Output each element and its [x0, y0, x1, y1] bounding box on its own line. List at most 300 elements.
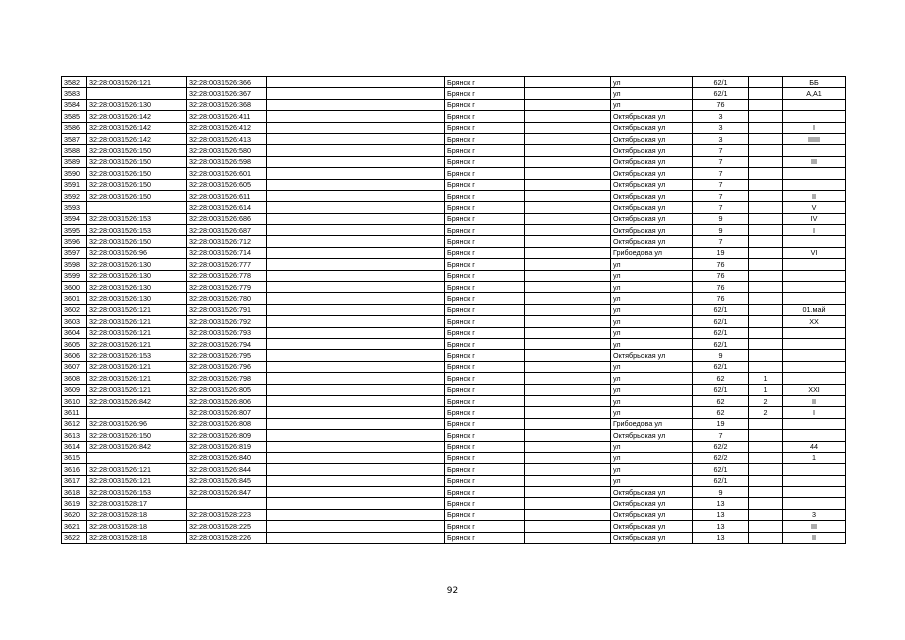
premises-cell	[783, 99, 846, 110]
blank-cell	[525, 190, 611, 201]
street-cell: Октябрьская ул	[611, 145, 693, 156]
table-row	[62, 99, 846, 110]
street-cell: Октябрьская ул	[611, 202, 693, 213]
premises-cell	[783, 361, 846, 372]
blank-cell	[267, 247, 445, 258]
street-cell: ул	[611, 304, 693, 315]
parent-cadastral-number-cell: 32:28:0031526:142	[87, 122, 187, 133]
parent-cadastral-number-cell: 32:28:0031528:17	[87, 498, 187, 509]
house-number-cell: 3	[693, 122, 749, 133]
blank-cell	[525, 225, 611, 236]
parent-cadastral-number-cell: 32:28:0031526:842	[87, 441, 187, 452]
blank-cell	[525, 77, 611, 88]
cadastral-number-cell: 32:28:0031528:223	[187, 509, 267, 520]
row-number-cell: 3617	[62, 475, 87, 486]
parent-cadastral-number-cell: 32:28:0031526:150	[87, 236, 187, 247]
blank-cell	[525, 532, 611, 543]
street-cell: ул	[611, 282, 693, 293]
row-number-cell: 3618	[62, 487, 87, 498]
house-number-cell: 13	[693, 532, 749, 543]
city-cell: Брянск г	[445, 282, 525, 293]
blank-cell	[267, 327, 445, 338]
city-cell: Брянск г	[445, 88, 525, 99]
blank-cell	[267, 338, 445, 349]
parent-cadastral-number-cell: 32:28:0031526:150	[87, 190, 187, 201]
blank-cell	[267, 487, 445, 498]
city-cell: Брянск г	[445, 202, 525, 213]
parent-cadastral-number-cell	[87, 88, 187, 99]
house-number-cell: 7	[693, 430, 749, 441]
blank-cell	[525, 327, 611, 338]
blank-cell	[525, 350, 611, 361]
house-number-cell: 76	[693, 259, 749, 270]
building-cell	[749, 282, 783, 293]
cadastral-number-cell: 32:28:0031526:686	[187, 213, 267, 224]
cadastral-number-cell: 32:28:0031526:779	[187, 282, 267, 293]
row-number-cell: 3603	[62, 316, 87, 327]
building-cell	[749, 338, 783, 349]
parent-cadastral-number-cell: 32:28:0031526:153	[87, 225, 187, 236]
house-number-cell: 62/2	[693, 441, 749, 452]
city-cell: Брянск г	[445, 213, 525, 224]
cadastral-number-cell: 32:28:0031526:798	[187, 373, 267, 384]
street-cell: Грибоедова ул	[611, 418, 693, 429]
house-number-cell: 76	[693, 270, 749, 281]
blank-cell	[267, 475, 445, 486]
row-number-cell: 3604	[62, 327, 87, 338]
row-number-cell: 3608	[62, 373, 87, 384]
city-cell: Брянск г	[445, 441, 525, 452]
row-number-cell: 3612	[62, 418, 87, 429]
premises-cell	[783, 293, 846, 304]
house-number-cell: 76	[693, 282, 749, 293]
cadastral-number-cell: 32:28:0031526:411	[187, 111, 267, 122]
house-number-cell: 62/1	[693, 304, 749, 315]
blank-cell	[525, 99, 611, 110]
parent-cadastral-number-cell: 32:28:0031526:130	[87, 259, 187, 270]
city-cell: Брянск г	[445, 407, 525, 418]
city-cell: Брянск г	[445, 464, 525, 475]
street-cell: ул	[611, 395, 693, 406]
table-row	[62, 77, 846, 88]
premises-cell	[783, 475, 846, 486]
street-cell: ул	[611, 464, 693, 475]
city-cell: Брянск г	[445, 532, 525, 543]
table-row	[62, 236, 846, 247]
table-row	[62, 213, 846, 224]
city-cell: Брянск г	[445, 225, 525, 236]
street-cell: Октябрьская ул	[611, 487, 693, 498]
row-number-cell: 3615	[62, 452, 87, 463]
house-number-cell: 19	[693, 247, 749, 258]
building-cell: 2	[749, 395, 783, 406]
blank-cell	[525, 156, 611, 167]
cadastral-number-cell: 32:28:0031526:847	[187, 487, 267, 498]
premises-cell	[783, 430, 846, 441]
row-number-cell: 3582	[62, 77, 87, 88]
city-cell: Брянск г	[445, 99, 525, 110]
table-row	[62, 316, 846, 327]
table-row	[62, 418, 846, 429]
house-number-cell: 76	[693, 293, 749, 304]
blank-cell	[525, 452, 611, 463]
premises-cell: XX	[783, 316, 846, 327]
parent-cadastral-number-cell: 32:28:0031526:150	[87, 168, 187, 179]
blank-cell	[525, 430, 611, 441]
building-cell	[749, 293, 783, 304]
parent-cadastral-number-cell: 32:28:0031526:130	[87, 293, 187, 304]
house-number-cell: 62/1	[693, 338, 749, 349]
street-cell: Октябрьская ул	[611, 190, 693, 201]
street-cell: Октябрьская ул	[611, 521, 693, 532]
premises-cell	[783, 350, 846, 361]
row-number-cell: 3610	[62, 395, 87, 406]
house-number-cell: 9	[693, 487, 749, 498]
house-number-cell: 62/1	[693, 361, 749, 372]
premises-cell	[783, 498, 846, 509]
house-number-cell: 62/1	[693, 327, 749, 338]
premises-cell	[783, 111, 846, 122]
parent-cadastral-number-cell: 32:28:0031526:121	[87, 373, 187, 384]
premises-cell	[783, 259, 846, 270]
city-cell: Брянск г	[445, 270, 525, 281]
street-cell: ул	[611, 77, 693, 88]
blank-cell	[267, 384, 445, 395]
premises-cell	[783, 179, 846, 190]
table-row	[62, 225, 846, 236]
premises-cell: III	[783, 521, 846, 532]
blank-cell	[525, 259, 611, 270]
city-cell: Брянск г	[445, 327, 525, 338]
row-number-cell: 3587	[62, 133, 87, 144]
city-cell: Брянск г	[445, 498, 525, 509]
row-number-cell: 3613	[62, 430, 87, 441]
blank-cell	[267, 293, 445, 304]
cadastral-number-cell: 32:28:0031526:780	[187, 293, 267, 304]
city-cell: Брянск г	[445, 77, 525, 88]
building-cell	[749, 475, 783, 486]
building-cell	[749, 77, 783, 88]
cadastral-number-cell: 32:28:0031528:225	[187, 521, 267, 532]
row-number-cell: 3599	[62, 270, 87, 281]
street-cell: ул	[611, 293, 693, 304]
city-cell: Брянск г	[445, 168, 525, 179]
city-cell: Брянск г	[445, 487, 525, 498]
table-row	[62, 373, 846, 384]
cadastral-number-cell: 32:28:0031526:795	[187, 350, 267, 361]
premises-cell: 1	[783, 452, 846, 463]
building-cell	[749, 464, 783, 475]
parent-cadastral-number-cell: 32:28:0031526:121	[87, 77, 187, 88]
blank-cell	[267, 145, 445, 156]
blank-cell	[267, 282, 445, 293]
blank-cell	[267, 373, 445, 384]
building-cell	[749, 179, 783, 190]
cadastral-number-cell: 32:28:0031526:778	[187, 270, 267, 281]
row-number-cell: 3592	[62, 190, 87, 201]
street-cell: ул	[611, 441, 693, 452]
table-row	[62, 452, 846, 463]
blank-cell	[525, 168, 611, 179]
house-number-cell: 3	[693, 111, 749, 122]
city-cell: Брянск г	[445, 247, 525, 258]
building-cell	[749, 452, 783, 463]
premises-cell: III	[783, 156, 846, 167]
blank-cell	[525, 179, 611, 190]
cadastral-number-cell: 32:28:0031526:791	[187, 304, 267, 315]
city-cell: Брянск г	[445, 361, 525, 372]
building-cell	[749, 190, 783, 201]
parent-cadastral-number-cell: 32:28:0031526:130	[87, 99, 187, 110]
table-row	[62, 111, 846, 122]
table-row	[62, 338, 846, 349]
blank-cell	[267, 304, 445, 315]
row-number-cell: 3593	[62, 202, 87, 213]
street-cell: Октябрьская ул	[611, 225, 693, 236]
street-cell: ул	[611, 338, 693, 349]
blank-cell	[267, 270, 445, 281]
blank-cell	[267, 532, 445, 543]
city-cell: Брянск г	[445, 395, 525, 406]
street-cell: Октябрьская ул	[611, 156, 693, 167]
blank-cell	[525, 418, 611, 429]
page-number: 92	[446, 586, 459, 596]
parent-cadastral-number-cell: 32:28:0031526:121	[87, 475, 187, 486]
house-number-cell: 9	[693, 350, 749, 361]
table-row	[62, 168, 846, 179]
building-cell: 1	[749, 373, 783, 384]
building-cell	[749, 111, 783, 122]
premises-cell: 01.май	[783, 304, 846, 315]
building-cell	[749, 441, 783, 452]
blank-cell	[525, 521, 611, 532]
premises-cell: IV	[783, 213, 846, 224]
premises-cell: II	[783, 190, 846, 201]
parent-cadastral-number-cell: 32:28:0031526:130	[87, 282, 187, 293]
row-number-cell: 3596	[62, 236, 87, 247]
blank-cell	[525, 145, 611, 156]
street-cell: Октябрьская ул	[611, 430, 693, 441]
house-number-cell: 7	[693, 156, 749, 167]
blank-cell	[267, 316, 445, 327]
street-cell: ул	[611, 384, 693, 395]
table-row	[62, 464, 846, 475]
house-number-cell: 62/2	[693, 452, 749, 463]
building-cell	[749, 213, 783, 224]
street-cell: Октябрьская ул	[611, 350, 693, 361]
cadastral-number-cell: 32:28:0031526:794	[187, 338, 267, 349]
blank-cell	[267, 430, 445, 441]
parent-cadastral-number-cell: 32:28:0031528:18	[87, 509, 187, 520]
row-number-cell: 3611	[62, 407, 87, 418]
blank-cell	[267, 225, 445, 236]
row-number-cell: 3584	[62, 99, 87, 110]
building-cell	[749, 225, 783, 236]
cadastral-number-cell: 32:28:0031528:226	[187, 532, 267, 543]
parent-cadastral-number-cell: 32:28:0031526:150	[87, 156, 187, 167]
premises-cell: I	[783, 225, 846, 236]
premises-cell: XXI	[783, 384, 846, 395]
parent-cadastral-number-cell: 32:28:0031526:121	[87, 464, 187, 475]
city-cell: Брянск г	[445, 259, 525, 270]
premises-cell	[783, 327, 846, 338]
street-cell: ул	[611, 99, 693, 110]
house-number-cell: 9	[693, 225, 749, 236]
premises-cell	[783, 282, 846, 293]
cadastral-number-cell: 32:28:0031526:601	[187, 168, 267, 179]
cadastral-number-cell: 32:28:0031526:805	[187, 384, 267, 395]
premises-cell	[783, 418, 846, 429]
blank-cell	[525, 282, 611, 293]
cadastral-number-cell: 32:28:0031526:845	[187, 475, 267, 486]
blank-cell	[525, 213, 611, 224]
blank-cell	[267, 179, 445, 190]
house-number-cell: 62	[693, 373, 749, 384]
house-number-cell: 76	[693, 99, 749, 110]
city-cell: Брянск г	[445, 133, 525, 144]
blank-cell	[525, 361, 611, 372]
blank-cell	[267, 99, 445, 110]
house-number-cell: 62	[693, 395, 749, 406]
row-number-cell: 3585	[62, 111, 87, 122]
house-number-cell: 62/1	[693, 464, 749, 475]
parent-cadastral-number-cell: 32:28:0031526:142	[87, 111, 187, 122]
city-cell: Брянск г	[445, 418, 525, 429]
cadastral-number-cell: 32:28:0031526:712	[187, 236, 267, 247]
row-number-cell: 3622	[62, 532, 87, 543]
row-number-cell: 3614	[62, 441, 87, 452]
house-number-cell: 7	[693, 168, 749, 179]
row-number-cell: 3588	[62, 145, 87, 156]
building-cell	[749, 521, 783, 532]
house-number-cell: 62/1	[693, 316, 749, 327]
registry-table-body	[62, 77, 846, 544]
blank-cell	[267, 190, 445, 201]
parent-cadastral-number-cell: 32:28:0031526:153	[87, 350, 187, 361]
building-cell	[749, 498, 783, 509]
row-number-cell: 3621	[62, 521, 87, 532]
table-row	[62, 384, 846, 395]
premises-cell	[783, 464, 846, 475]
premises-cell	[783, 145, 846, 156]
blank-cell	[525, 122, 611, 133]
table-row	[62, 282, 846, 293]
street-cell: Октябрьская ул	[611, 213, 693, 224]
cadastral-number-cell: 32:28:0031526:598	[187, 156, 267, 167]
city-cell: Брянск г	[445, 293, 525, 304]
premises-cell	[783, 168, 846, 179]
cadastral-number-cell: 32:28:0031526:714	[187, 247, 267, 258]
blank-cell	[525, 395, 611, 406]
street-cell: Грибоедова ул	[611, 247, 693, 258]
building-cell	[749, 259, 783, 270]
parent-cadastral-number-cell	[87, 452, 187, 463]
row-number-cell: 3619	[62, 498, 87, 509]
table-row	[62, 350, 846, 361]
blank-cell	[267, 213, 445, 224]
parent-cadastral-number-cell: 32:28:0031526:150	[87, 430, 187, 441]
city-cell: Брянск г	[445, 475, 525, 486]
row-number-cell: 3586	[62, 122, 87, 133]
city-cell: Брянск г	[445, 190, 525, 201]
premises-cell: I	[783, 407, 846, 418]
building-cell	[749, 247, 783, 258]
city-cell: Брянск г	[445, 122, 525, 133]
street-cell: ул	[611, 407, 693, 418]
blank-cell	[267, 133, 445, 144]
parent-cadastral-number-cell	[87, 407, 187, 418]
row-number-cell: 3601	[62, 293, 87, 304]
building-cell	[749, 156, 783, 167]
premises-cell: 3	[783, 509, 846, 520]
parent-cadastral-number-cell: 32:28:0031526:150	[87, 145, 187, 156]
blank-cell	[267, 168, 445, 179]
city-cell: Брянск г	[445, 521, 525, 532]
street-cell: ул	[611, 88, 693, 99]
premises-cell	[783, 270, 846, 281]
parent-cadastral-number-cell: 32:28:0031528:18	[87, 532, 187, 543]
cadastral-number-cell: 32:28:0031526:806	[187, 395, 267, 406]
cadastral-number-cell	[187, 498, 267, 509]
blank-cell	[525, 487, 611, 498]
row-number-cell: 3590	[62, 168, 87, 179]
blank-cell	[267, 464, 445, 475]
table-row	[62, 293, 846, 304]
blank-cell	[525, 475, 611, 486]
parent-cadastral-number-cell: 32:28:0031526:150	[87, 179, 187, 190]
building-cell	[749, 361, 783, 372]
blank-cell	[267, 156, 445, 167]
house-number-cell: 7	[693, 190, 749, 201]
parent-cadastral-number-cell: 32:28:0031526:121	[87, 384, 187, 395]
table-row	[62, 441, 846, 452]
street-cell: ул	[611, 259, 693, 270]
premises-cell: V	[783, 202, 846, 213]
street-cell: Октябрьская ул	[611, 168, 693, 179]
house-number-cell: 7	[693, 202, 749, 213]
table-row	[62, 133, 846, 144]
blank-cell	[267, 521, 445, 532]
building-cell	[749, 487, 783, 498]
premises-cell: ББ	[783, 77, 846, 88]
parent-cadastral-number-cell: 32:28:0031526:96	[87, 247, 187, 258]
table-row	[62, 327, 846, 338]
table-row	[62, 532, 846, 543]
house-number-cell: 7	[693, 145, 749, 156]
building-cell	[749, 430, 783, 441]
street-cell: ул	[611, 316, 693, 327]
parent-cadastral-number-cell	[87, 202, 187, 213]
building-cell	[749, 304, 783, 315]
blank-cell	[525, 407, 611, 418]
street-cell: Октябрьская ул	[611, 133, 693, 144]
blank-cell	[525, 88, 611, 99]
street-cell: Октябрьская ул	[611, 111, 693, 122]
parent-cadastral-number-cell: 32:28:0031528:18	[87, 521, 187, 532]
table-row	[62, 361, 846, 372]
house-number-cell: 62/1	[693, 77, 749, 88]
blank-cell	[525, 111, 611, 122]
cadastral-number-cell: 32:28:0031526:367	[187, 88, 267, 99]
blank-cell	[525, 202, 611, 213]
building-cell	[749, 532, 783, 543]
street-cell: ул	[611, 452, 693, 463]
city-cell: Брянск г	[445, 350, 525, 361]
parent-cadastral-number-cell: 32:28:0031526:153	[87, 213, 187, 224]
house-number-cell: 9	[693, 213, 749, 224]
house-number-cell: 19	[693, 418, 749, 429]
row-number-cell: 3583	[62, 88, 87, 99]
